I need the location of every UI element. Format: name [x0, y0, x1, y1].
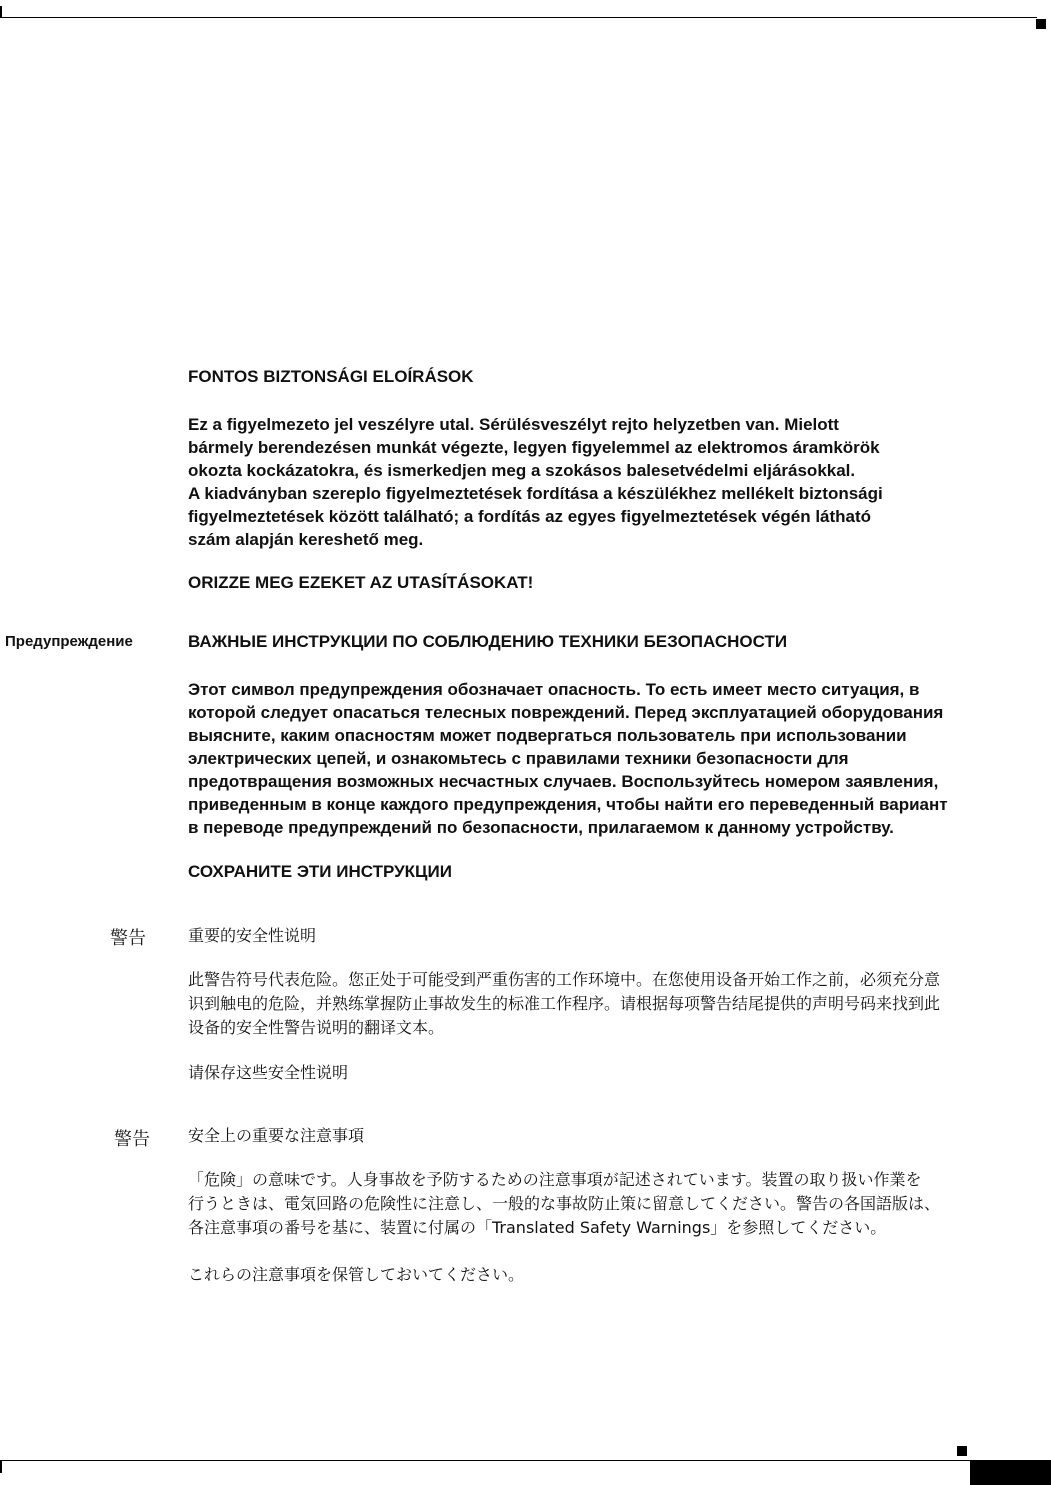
japanese-body-line: 行うときは、電気回路の危険性に注意し、一般的な事故防止策に留意してください。警告の各国語版は、 [188, 1194, 941, 1213]
russian-heading: ВАЖНЫЕ ИНСТРУКЦИИ ПО СОБЛЮДЕНИЮ ТЕХНИКИ БЕЗОПАСНОСТИ [188, 632, 788, 651]
russian-body-line: Этот символ предупреждения обозначает опасность. То есть имеет место ситуация, в [188, 680, 920, 699]
chinese-body-line: 设备的安全性警告说明的翻译文本。 [188, 1018, 445, 1037]
japanese-body [188, 1168, 940, 1240]
hungarian-footer: ORIZZE MEG EZEKET AZ UTASÍTÁSOKAT! [188, 573, 534, 592]
russian-body-line: электрических цепей, и ознакомьтесь с правилами техники безопасности для [188, 749, 849, 768]
russian-body-line: приведенным в конце каждого предупреждения, чтобы найти его переведенный вариант [188, 795, 948, 814]
footer-tick-mark [0, 1461, 2, 1473]
russian-body-line: выясните, каким опасностям может подвергаться пользователь при использовании [188, 726, 907, 745]
header-rule [0, 17, 1037, 18]
japanese-body-line: 各注意事項の番号を基に、装置に付属の「Translated Safety Warnings」を参照してください。 [188, 1218, 887, 1237]
chinese-body [188, 968, 940, 1040]
footer-square-marker [957, 1446, 967, 1456]
footer-page-tab [970, 1460, 1051, 1485]
chinese-footer: 请保存这些安全性说明 [188, 1063, 349, 1082]
hungarian-body-line: Ez a figyelmezeto jel veszélyre utal. Sérülésveszélyt rejto helyzetben van. Mielott [188, 415, 839, 434]
footer-rule [0, 1460, 972, 1461]
hungarian-heading: FONTOS BIZTONSÁGI ELOÍRÁSOK [188, 367, 474, 386]
chinese-body-line: 识到触电的危险，并熟练掌握防止事故发生的标准工作程序。请根据每项警告结尾提供的声明号码来找到此 [188, 994, 941, 1013]
hungarian-body [188, 413, 883, 551]
hungarian-body-line: okozta kockázatokra, és ismerkedjen meg a szokásos balesetvédelmi eljárásokkal. [188, 461, 856, 480]
japanese-body-line: 「危険」の意味です。人身事故を予防するための注意事項が記述されています。装置の取り扱い作業を [188, 1170, 922, 1189]
russian-body [188, 678, 948, 839]
chinese-heading: 重要的安全性说明 [188, 926, 317, 945]
hungarian-body-line: A kiadványban szereplo figyelmeztetések fordítása a készülékhez mellékelt biztonsági [188, 484, 883, 503]
russian-body-line: которой следует опасаться телесных повреждений. Перед эксплуатацией оборудования [188, 703, 944, 722]
hungarian-body-line: figyelmeztetések között található; a fordítás az egyes figyelmeztetések végén látható [188, 507, 872, 526]
hungarian-body-line: szám alapján kereshető meg. [188, 530, 424, 549]
russian-footer: СОХРАНИТЕ ЭТИ ИНСТРУКЦИИ [188, 862, 452, 881]
japanese-warning-label: 警告 [114, 1129, 150, 1150]
hungarian-body-line: bármely berendezésen munkát végezte, legyen figyelemmel az elektromos áramkörök [188, 438, 880, 457]
russian-body-line: предотвращения возможных несчастных случаев. Воспользуйтесь номером заявления, [188, 772, 939, 791]
russian-warning-label: Предупреждение [5, 633, 133, 650]
russian-body-line: в переводе предупреждений по безопасности, прилагаемом к данному устройству. [188, 818, 894, 837]
japanese-footer: これらの注意事項を保管しておいてください。 [188, 1265, 525, 1284]
chinese-body-line: 此警告符号代表危险。您正处于可能受到严重伤害的工作环境中。在您使用设备开始工作之前，必须充分意 [188, 970, 941, 989]
header-square-marker [1036, 19, 1046, 29]
chinese-warning-label: 警告 [110, 928, 146, 949]
japanese-heading: 安全上の重要な注意事項 [188, 1126, 365, 1145]
